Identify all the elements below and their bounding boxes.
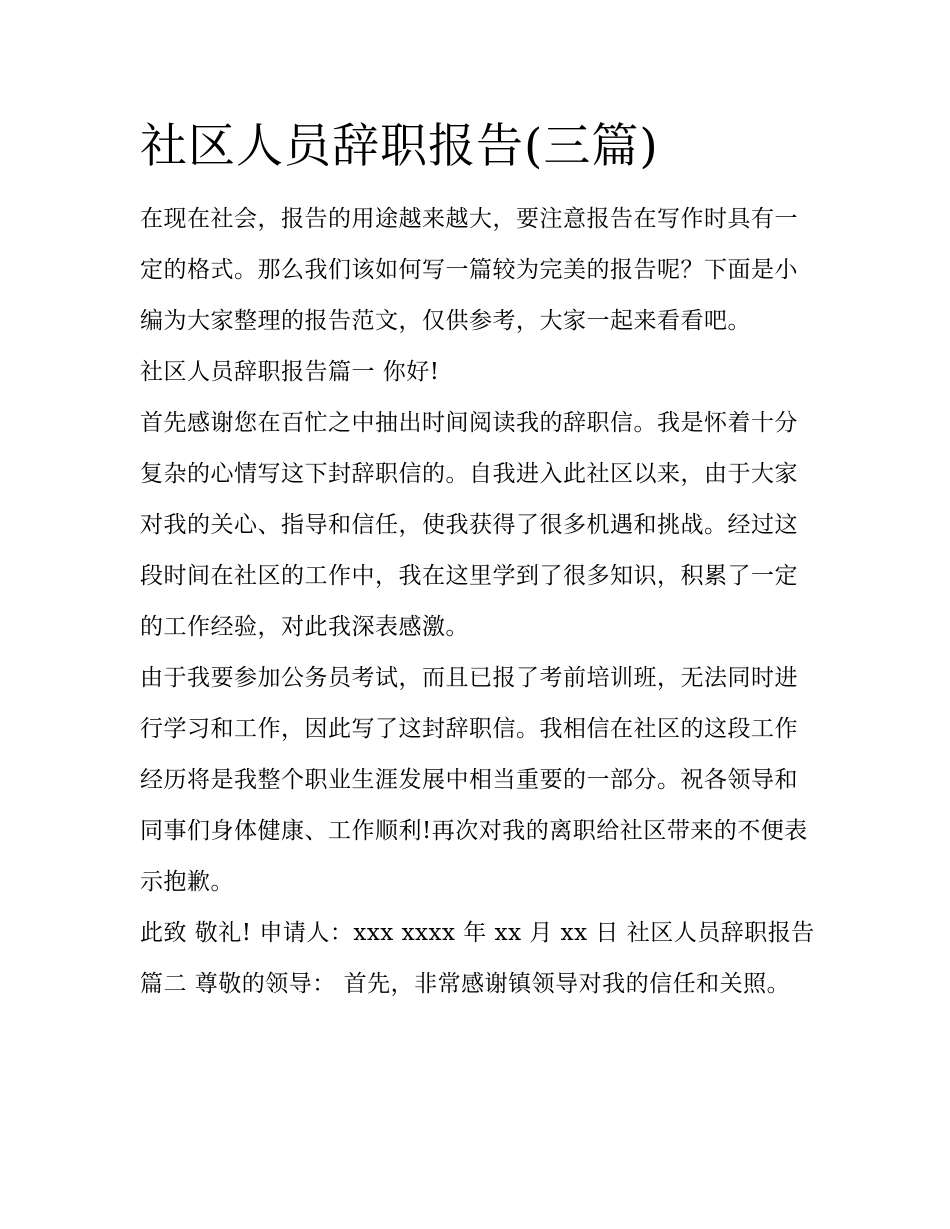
closing-and-letter-two-paragraph: 此致 敬礼! 申请人：xxx xxxx 年 xx 月 xx 日 社区人员辞职报告篇二 尊敬的领导： 首先，非常感谢镇领导对我的信任和关照。: [140, 920, 815, 997]
document-body: [140, 112, 815, 1010]
resignation-reason-paragraph: 由于我要参加公务员考试，而且已报了考前培训班，无法同时进行学习和工作，因此写了这封辞职信。我相信在社区的这段工作经历将是我整个职业生涯发展中相当重要的一部分。祝各领导和同事们身体健康、工作顺利!再次对我的离职给社区带来的不便表示抱歉。: [140, 665, 808, 895]
intro-paragraph: 在现在社会，报告的用途越来越大，要注意报告在写作时具有一定的格式。那么我们该如何写一篇较为完美的报告呢？下面是小编为大家整理的报告范文，仅供参考，大家一起来看看吧。: [140, 206, 798, 334]
gratitude-paragraph: 首先感谢您在百忙之中抽出时间阅读我的辞职信。我是怀着十分复杂的心情写这下封辞职信的。自我进入此社区以来，由于大家对我的关心、指导和信任，使我获得了很多机遇和挑战。经过这段时间在社区的工作中，我在这里学到了很多知识，积累了一定的工作经验，对此我深表感激。: [140, 410, 798, 640]
letter-one-heading: 社区人员辞职报告篇一 你好!: [140, 359, 440, 385]
document-title: 社区人员辞职报告(三篇): [140, 119, 659, 174]
